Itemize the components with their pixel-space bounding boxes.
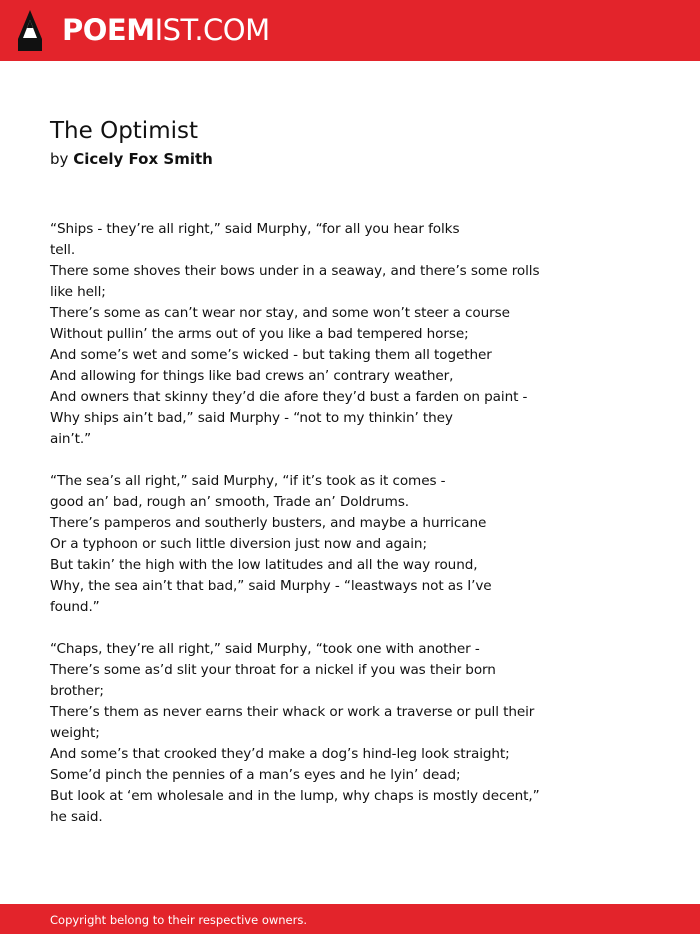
poem-line: But takin’ the high with the low latitudes and all the way round,: [50, 557, 478, 573]
site-footer: [0, 904, 700, 934]
poem-line: There’s some as can’t wear nor stay, and some won’t steer a course: [50, 305, 510, 321]
stanza: [50, 219, 570, 450]
poem-line: ain’t.”: [50, 431, 92, 447]
poem-line: But look at ‘em wholesale and in the lump, why chaps is mostly decent,”: [50, 788, 540, 804]
poem-line: And allowing for things like bad crews an’ contrary weather,: [50, 368, 454, 384]
poem-line: Some’d pinch the pennies of a man’s eyes and he lyin’ dead;: [50, 767, 461, 783]
poem-line: like hell;: [50, 284, 106, 300]
poem-line: he said.: [50, 809, 103, 825]
poem-line: And owners that skinny they’d die afore they’d bust a farden on paint -: [50, 389, 528, 405]
poem-line: There’s them as never earns their whack or work a traverse or pull their: [50, 704, 535, 720]
pencil-tip-icon[interactable]: [17, 9, 43, 52]
by-label: by: [50, 150, 69, 168]
poem-line: tell.: [50, 242, 76, 258]
poem-line: Why, the sea ain’t that bad,” said Murphy - “leastways not as I’ve: [50, 578, 492, 594]
byline: [50, 148, 213, 170]
poem-line: And some’s that crooked they’d make a dog’s hind-leg look straight;: [50, 746, 510, 762]
poem-line: Without pullin’ the arms out of you like a bad tempered horse;: [50, 326, 469, 342]
poem-body: [50, 219, 570, 828]
stanza-break: [50, 618, 570, 639]
poem-title: The Optimist: [50, 118, 198, 144]
poem-line: good an’ bad, rough an’ smooth, Trade an’ Doldrums.: [50, 494, 410, 510]
site-logo[interactable]: [62, 12, 270, 48]
stanza: [50, 639, 570, 828]
poem-line: “The sea’s all right,” said Murphy, “if it’s took as it comes -: [50, 473, 446, 489]
poem-line: brother;: [50, 683, 104, 699]
logo-text-bold: POEM: [62, 13, 155, 47]
poem-line: weight;: [50, 725, 100, 741]
poem-line: There some shoves their bows under in a seaway, and there’s some rolls: [50, 263, 540, 279]
poem-line: “Chaps, they’re all right,” said Murphy, “took one with another -: [50, 641, 480, 657]
poem-line: found.”: [50, 599, 100, 615]
copyright-notice: Copyright belong to their respective owners.: [50, 913, 308, 927]
site-header: [0, 0, 700, 61]
poem-line: And some’s wet and some’s wicked - but taking them all together: [50, 347, 492, 363]
poem-line: Why ships ain’t bad,” said Murphy - “not to my thinkin’ they: [50, 410, 453, 426]
stanza: [50, 471, 570, 618]
poem-line: Or a typhoon or such little diversion just now and again;: [50, 536, 427, 552]
stanza-break: [50, 450, 570, 471]
author-name: Cicely Fox Smith: [73, 150, 213, 168]
poem-line: There’s pamperos and southerly busters, and maybe a hurricane: [50, 515, 487, 531]
poem-line: “Ships - they’re all right,” said Murphy, “for all you hear folks: [50, 221, 460, 237]
logo-text-light: IST.COM: [154, 13, 270, 47]
poem-line: There’s some as’d slit your throat for a nickel if you was their born: [50, 662, 496, 678]
